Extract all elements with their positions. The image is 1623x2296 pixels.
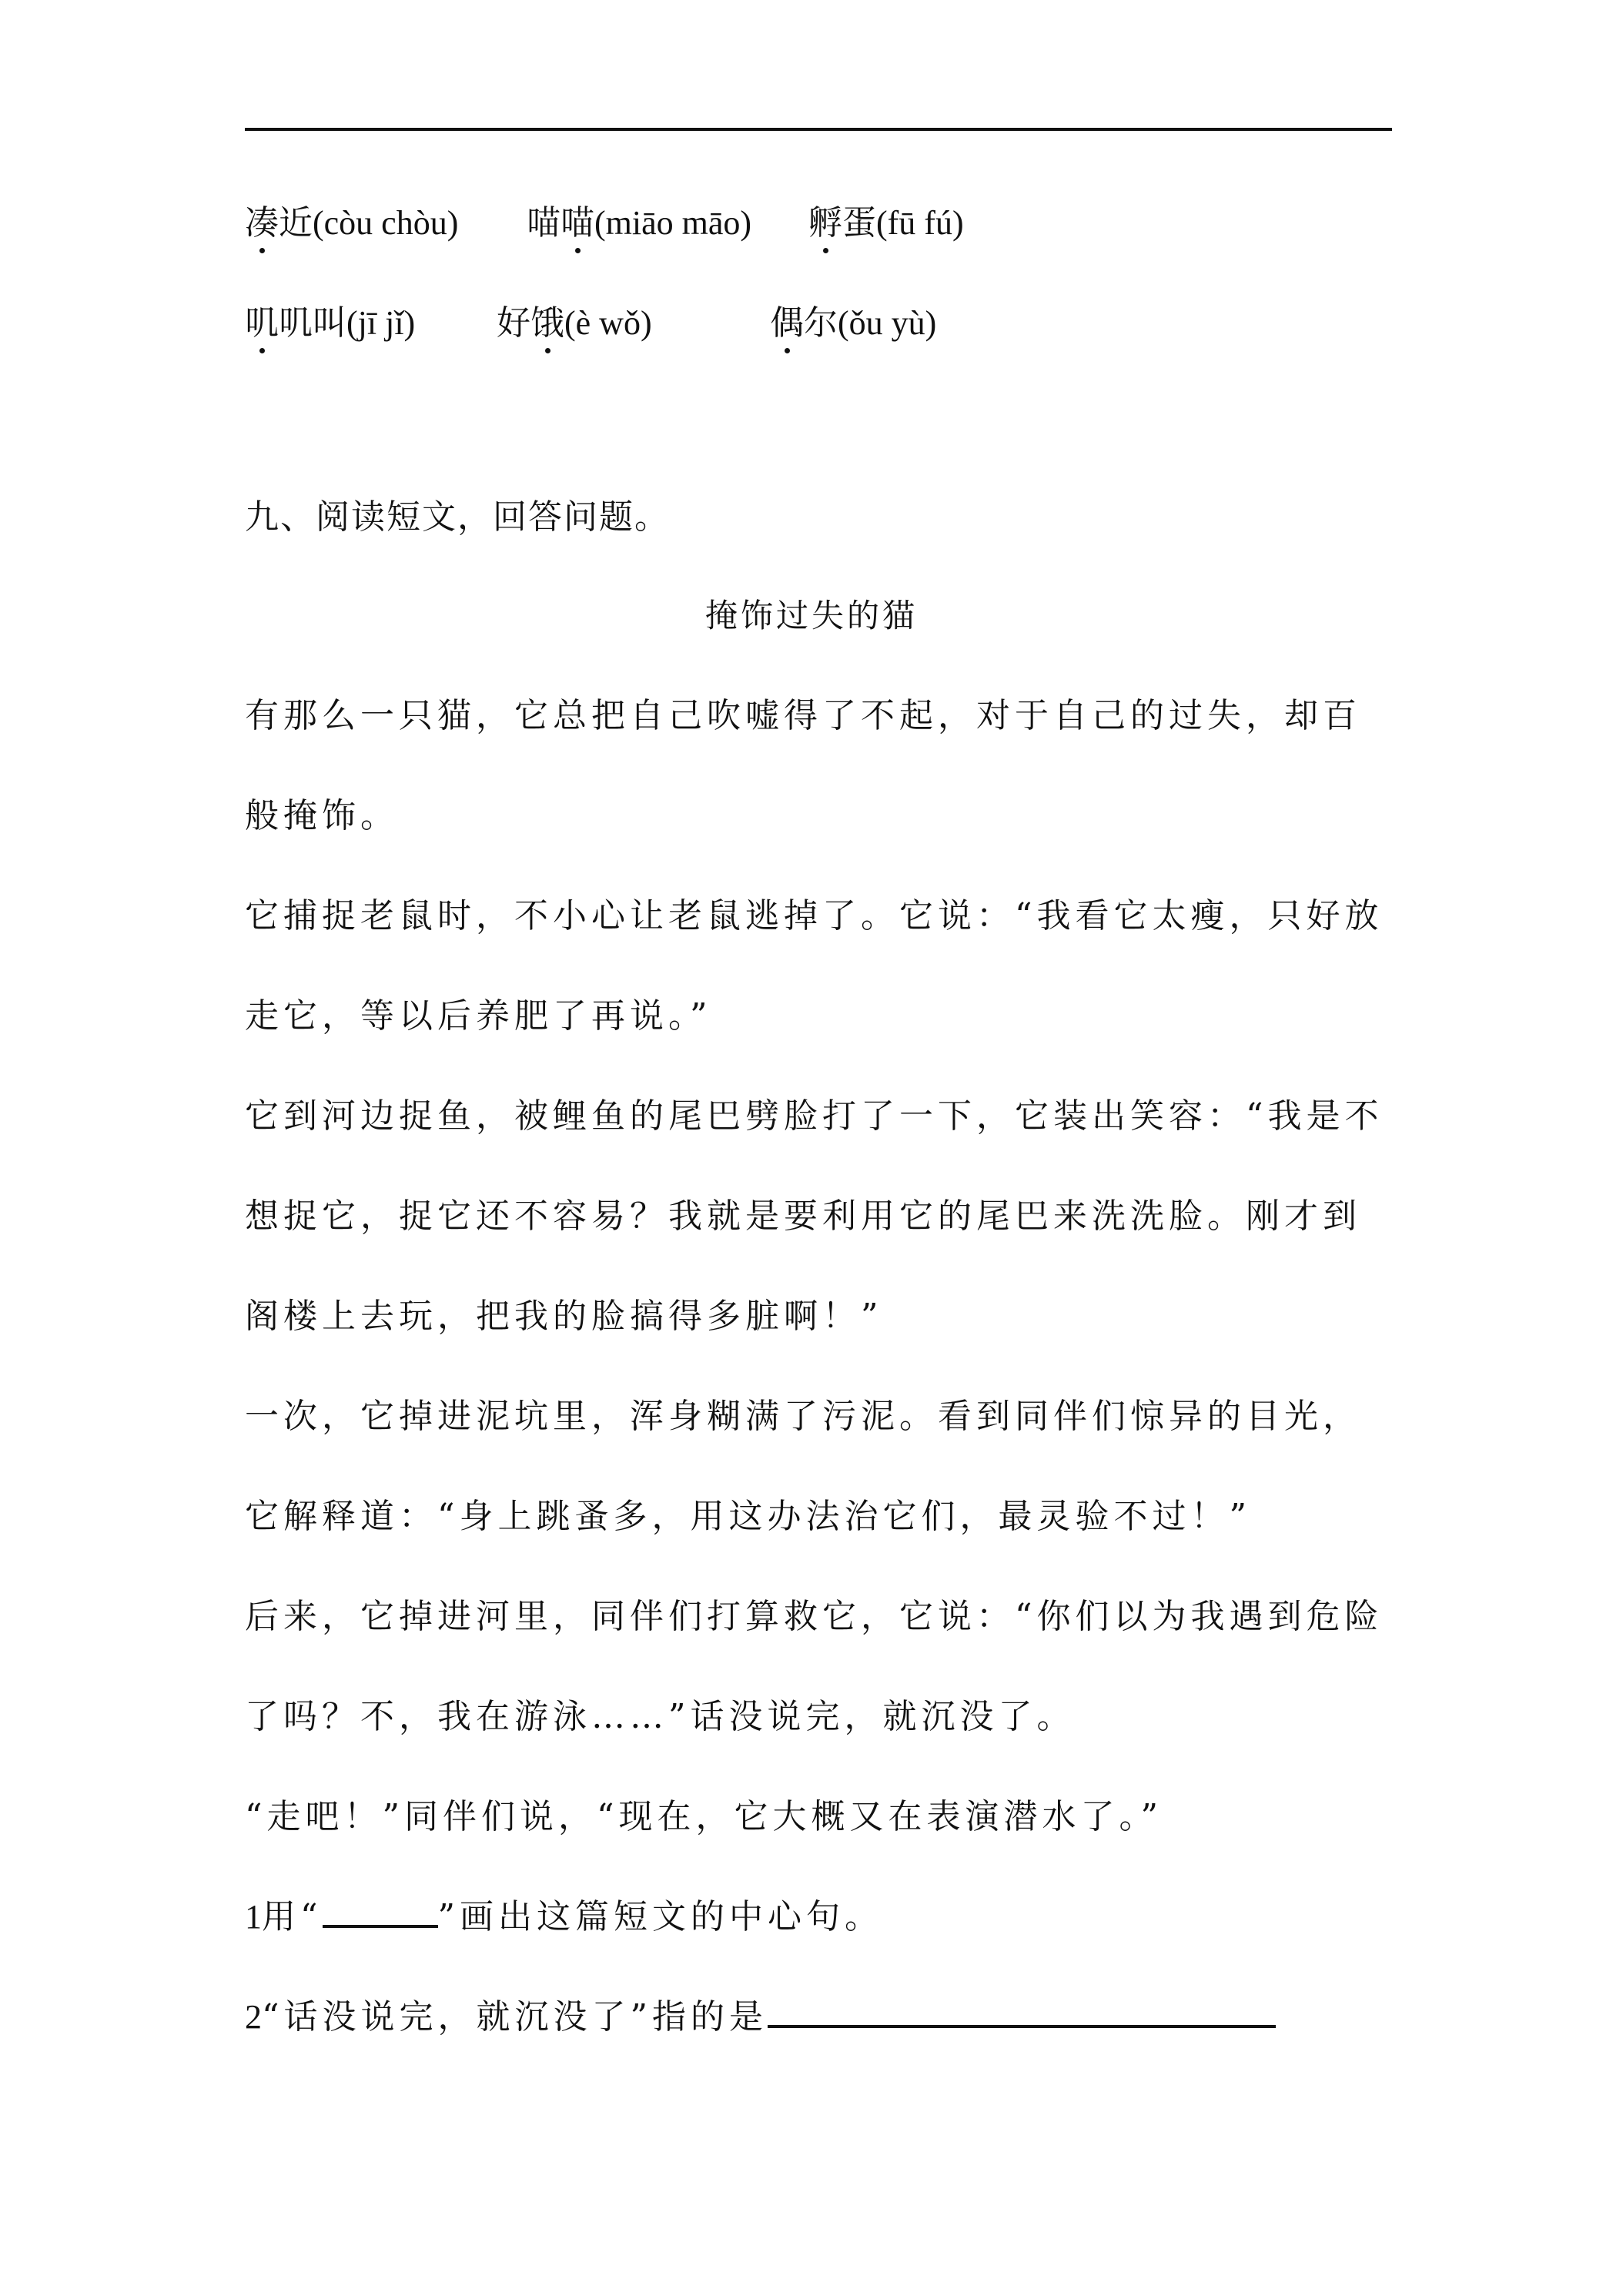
dotted-character: 喵 (561, 196, 594, 250)
dotted-character: 凑 (245, 196, 279, 250)
question-2 (245, 1994, 1276, 2040)
question-text-before: “话没说完，就沉没了”指的是 (262, 1997, 768, 2037)
answer-blank[interactable] (768, 1994, 1276, 2028)
story-line: 它捕捉老鼠时，不小心让老鼠逃掉了。它说：“我看它太瘦，只好放 (245, 896, 1384, 935)
pinyin-options: (miāo māo) (594, 204, 752, 242)
pinyin-item (245, 196, 458, 250)
question-text-after: ”画出这篇短文的中心句。 (437, 1897, 883, 1936)
answer-blank[interactable] (323, 1894, 438, 1928)
dotted-character: 偶 (770, 296, 804, 350)
pinyin-options: (jī jǐ) (346, 304, 416, 342)
story-line: 它解释道：“身上跳蚤多，用这办法治它们，最灵验不过！” (245, 1497, 1251, 1536)
story-line: 有那么一只猫，它总把自己吹嘘得了不起，对于自己的过失，却百 (245, 696, 1361, 735)
dotted-character: 饿 (530, 296, 564, 350)
story-line: 后来，它掉进河里，同伴们打算救它，它说：“你们以为我遇到危险 (245, 1597, 1384, 1636)
pinyin-options: (còu chòu) (313, 204, 459, 242)
word-suffix: 蛋 (842, 203, 876, 243)
story-title: 掩饰过失的猫 (704, 597, 918, 634)
word-suffix: 尔 (804, 303, 838, 343)
question-1 (245, 1894, 883, 1940)
story-line: 般掩饰。 (245, 796, 399, 835)
question-number: 1 (245, 1898, 262, 1936)
story-line: “走吧！”同伴们说，“现在，它大概又在表演潜水了。” (245, 1797, 1163, 1836)
story-line: 了吗？不，我在游泳……”话没说完，就沉没了。 (245, 1697, 1076, 1736)
question-text-before: 用“ (262, 1897, 323, 1936)
story-line: 走它，等以后养肥了再说。” (245, 996, 712, 1036)
dotted-character: 孵 (808, 196, 842, 250)
story-line: 它到河边捉鱼，被鲤鱼的尾巴劈脸打了一下，它装出笑容：“我是不 (245, 1096, 1384, 1136)
pinyin-options: (è wǒ) (564, 304, 652, 342)
pinyin-item (527, 196, 751, 250)
pinyin-options: (ǒu yù) (838, 304, 937, 342)
section-heading: 九、阅读短文，回答问题。 (245, 497, 670, 537)
pinyin-options: (fū fú) (876, 204, 964, 242)
story-line: 一次，它掉进泥坑里，浑身糊满了污泥。看到同伴们惊异的目光， (245, 1397, 1361, 1436)
word-prefix: 好 (497, 303, 530, 343)
dotted-character: 叽 (245, 296, 279, 350)
story-line: 想捉它，捉它还不容易？我就是要利用它的尾巴来洗洗脸。刚才到 (245, 1197, 1361, 1236)
word-prefix: 喵 (527, 203, 561, 243)
word-suffix: 叽叫 (279, 303, 346, 343)
word-suffix: 近 (279, 203, 313, 243)
pinyin-item (770, 296, 936, 350)
story-line: 阁楼上去玩，把我的脸搞得多脏啊！” (245, 1297, 883, 1336)
pinyin-item (497, 296, 652, 350)
top-divider (245, 128, 1392, 131)
question-number: 2 (245, 1998, 262, 2036)
pinyin-item (808, 196, 964, 250)
pinyin-item (245, 296, 415, 350)
